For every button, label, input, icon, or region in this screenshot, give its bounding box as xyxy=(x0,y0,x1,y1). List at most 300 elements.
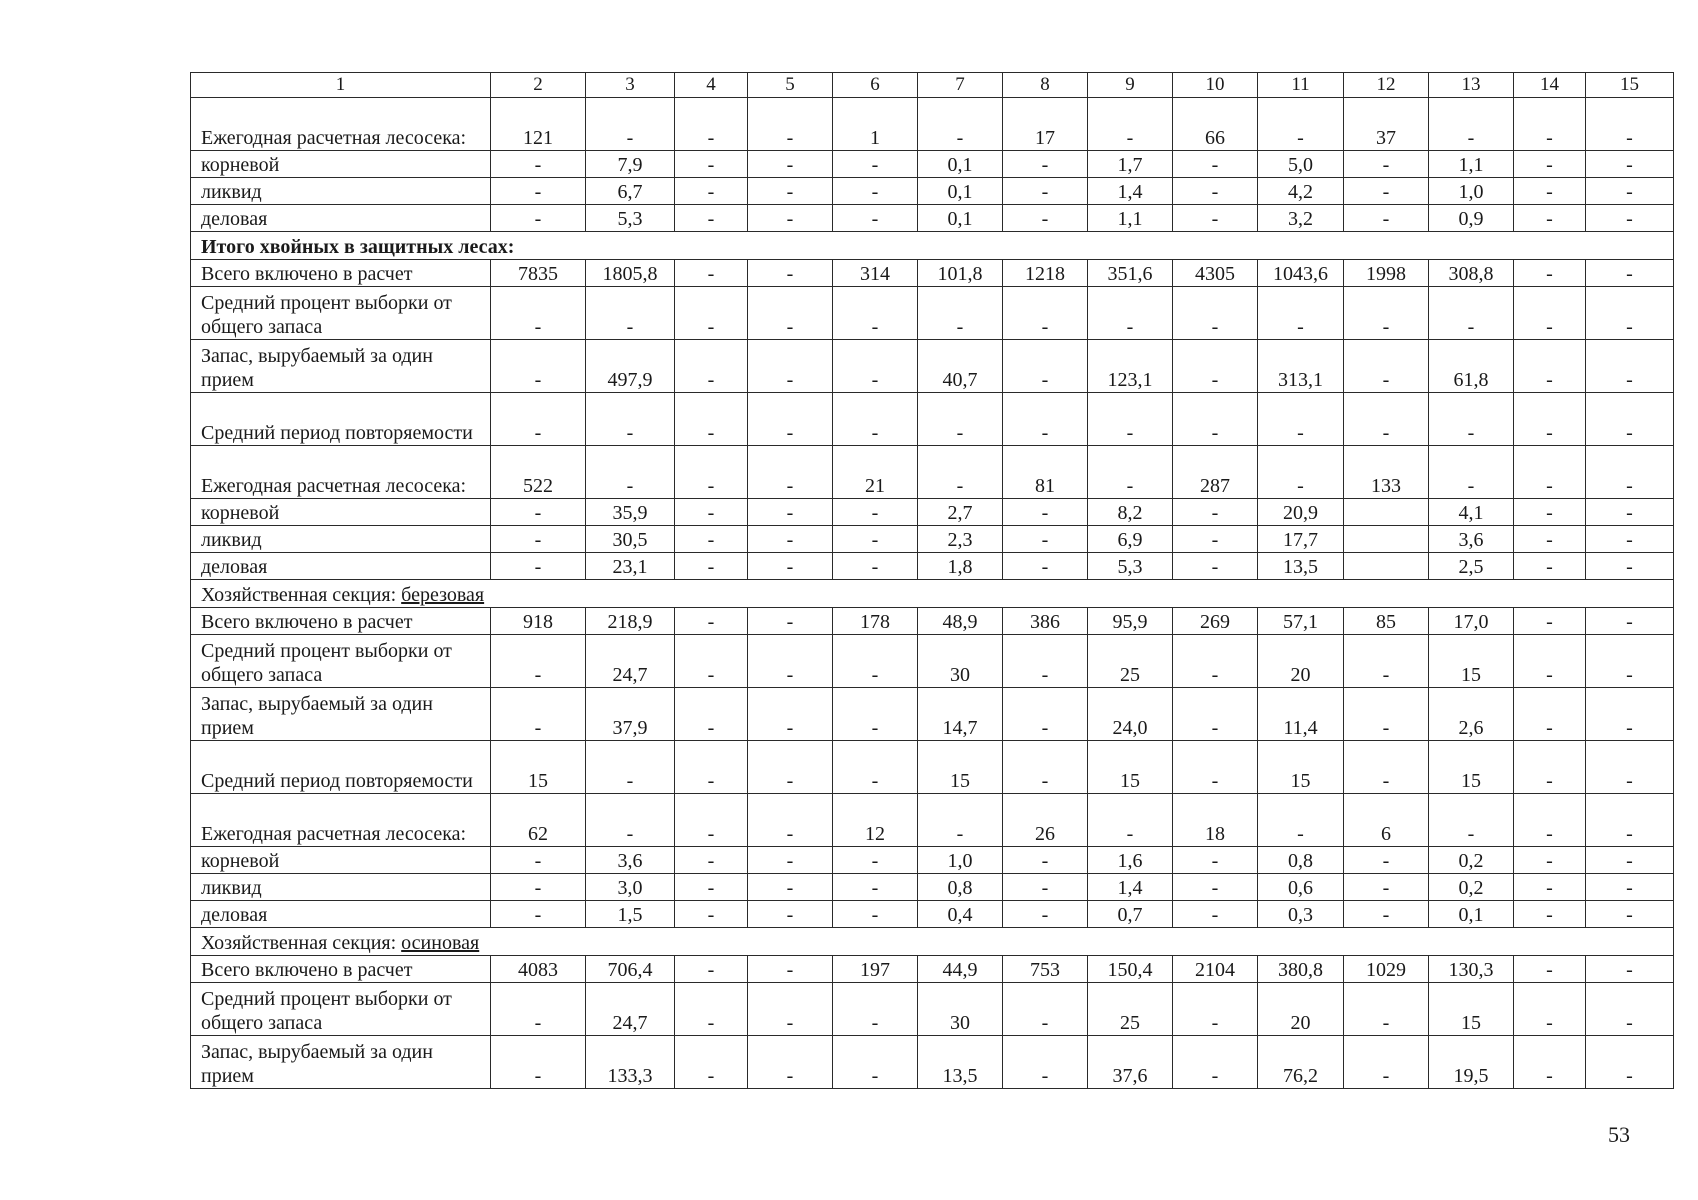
table-cell: - xyxy=(748,874,833,901)
table-cell: - xyxy=(1586,741,1674,794)
table-cell: 15 xyxy=(1258,741,1344,794)
table-row xyxy=(191,340,1674,393)
table-cell: 15 xyxy=(918,741,1003,794)
table-cell: - xyxy=(1003,901,1088,928)
table-cell: - xyxy=(748,178,833,205)
table-cell: - xyxy=(1088,794,1173,847)
table-cell: - xyxy=(918,393,1003,446)
table-cell: - xyxy=(1514,151,1586,178)
table-cell: - xyxy=(1003,983,1088,1036)
table-cell: - xyxy=(675,874,748,901)
table-cell: - xyxy=(1514,205,1586,232)
table-cell: 44,9 xyxy=(918,956,1003,983)
table-cell: - xyxy=(491,1036,586,1089)
table-cell: - xyxy=(1003,688,1088,741)
table-cell: - xyxy=(1586,901,1674,928)
table-cell: 8,2 xyxy=(1088,499,1173,526)
column-number: 14 xyxy=(1514,73,1586,98)
table-cell: 269 xyxy=(1173,608,1258,635)
table-cell: - xyxy=(1514,688,1586,741)
table-cell: - xyxy=(1344,393,1429,446)
table-cell: - xyxy=(1173,553,1258,580)
table-cell: 5,0 xyxy=(1258,151,1344,178)
row-label: деловая xyxy=(191,205,491,232)
table-cell: 2,5 xyxy=(1429,553,1514,580)
table-cell: 1998 xyxy=(1344,260,1429,287)
table-cell: - xyxy=(1586,847,1674,874)
table-row xyxy=(191,260,1674,287)
table-cell: - xyxy=(675,446,748,499)
table-cell: - xyxy=(491,635,586,688)
table-cell: 3,2 xyxy=(1258,205,1344,232)
table-cell: - xyxy=(1173,874,1258,901)
table-cell: - xyxy=(833,393,918,446)
table-cell: 150,4 xyxy=(1088,956,1173,983)
table-cell: - xyxy=(675,178,748,205)
row-label: Запас, вырубаемый за один прием xyxy=(191,340,491,393)
table-cell: - xyxy=(748,608,833,635)
table-cell: 0,8 xyxy=(1258,847,1344,874)
table-cell: 308,8 xyxy=(1429,260,1514,287)
table-cell: 0,3 xyxy=(1258,901,1344,928)
table-row xyxy=(191,983,1674,1036)
section-heading xyxy=(191,232,1674,260)
table-cell: - xyxy=(748,983,833,1036)
table-cell: - xyxy=(748,635,833,688)
table-cell: 522 xyxy=(491,446,586,499)
table-cell: - xyxy=(1003,1036,1088,1089)
table-cell: - xyxy=(586,741,675,794)
table-cell: - xyxy=(1003,205,1088,232)
table-cell: 0,2 xyxy=(1429,874,1514,901)
table-cell: 37,6 xyxy=(1088,1036,1173,1089)
table-cell: - xyxy=(833,287,918,340)
table-cell: 30 xyxy=(918,983,1003,1036)
table-cell: - xyxy=(748,260,833,287)
table-cell: 20 xyxy=(1258,635,1344,688)
table-cell: - xyxy=(833,499,918,526)
row-label: Всего включено в расчет xyxy=(191,608,491,635)
table-cell: 101,8 xyxy=(918,260,1003,287)
column-number: 2 xyxy=(491,73,586,98)
table-cell: - xyxy=(1586,874,1674,901)
table-cell: - xyxy=(748,526,833,553)
table-cell: - xyxy=(1429,287,1514,340)
row-label: Средний период повторяемости xyxy=(191,741,491,794)
table-row xyxy=(191,608,1674,635)
table-cell: - xyxy=(918,794,1003,847)
table-cell: - xyxy=(491,901,586,928)
table-cell: 6,7 xyxy=(586,178,675,205)
table-cell: - xyxy=(491,393,586,446)
table-cell: 753 xyxy=(1003,956,1088,983)
table-cell: 11,4 xyxy=(1258,688,1344,741)
table-cell: 123,1 xyxy=(1088,340,1173,393)
table-cell: - xyxy=(1088,393,1173,446)
row-label: Ежегодная расчетная лесосека: xyxy=(191,794,491,847)
table-cell: 24,0 xyxy=(1088,688,1173,741)
table-cell: - xyxy=(1003,553,1088,580)
table-cell: 197 xyxy=(833,956,918,983)
table-cell: - xyxy=(1514,608,1586,635)
table-cell: 386 xyxy=(1003,608,1088,635)
table-cell: - xyxy=(1003,340,1088,393)
table-cell: 1,4 xyxy=(1088,874,1173,901)
table-cell: - xyxy=(1514,287,1586,340)
table-cell: 23,1 xyxy=(586,553,675,580)
table-cell: - xyxy=(675,553,748,580)
table-cell: - xyxy=(1173,393,1258,446)
table-cell: 2104 xyxy=(1173,956,1258,983)
table-cell: - xyxy=(1586,608,1674,635)
table-cell: - xyxy=(748,98,833,151)
table-cell: 4305 xyxy=(1173,260,1258,287)
table-cell: - xyxy=(1514,178,1586,205)
table-cell: 37,9 xyxy=(586,688,675,741)
table-cell: - xyxy=(491,151,586,178)
column-number: 4 xyxy=(675,73,748,98)
table-cell: - xyxy=(1003,178,1088,205)
table-cell: - xyxy=(1003,287,1088,340)
table-cell: - xyxy=(1514,499,1586,526)
table-cell: 95,9 xyxy=(1088,608,1173,635)
table-row xyxy=(191,151,1674,178)
table-cell: 218,9 xyxy=(586,608,675,635)
table-cell: 0,1 xyxy=(918,205,1003,232)
table-cell: - xyxy=(675,98,748,151)
column-number: 12 xyxy=(1344,73,1429,98)
table-cell: 6,9 xyxy=(1088,526,1173,553)
table-cell: - xyxy=(491,847,586,874)
table-cell: - xyxy=(833,340,918,393)
table-cell: - xyxy=(833,983,918,1036)
table-cell: 15 xyxy=(1429,635,1514,688)
table-cell: - xyxy=(1429,98,1514,151)
section-heading-row xyxy=(191,580,1674,608)
table-cell: 314 xyxy=(833,260,918,287)
table-cell: 15 xyxy=(1429,741,1514,794)
table-cell: - xyxy=(586,794,675,847)
table-cell: - xyxy=(748,741,833,794)
table-cell: - xyxy=(1514,794,1586,847)
table-cell: 3,0 xyxy=(586,874,675,901)
table-cell: 0,4 xyxy=(918,901,1003,928)
table-cell: - xyxy=(1173,1036,1258,1089)
table-cell: - xyxy=(1514,983,1586,1036)
table-cell: - xyxy=(1586,178,1674,205)
table-cell: - xyxy=(1586,260,1674,287)
table-cell: - xyxy=(675,741,748,794)
table-cell: - xyxy=(748,499,833,526)
table-cell: 3,6 xyxy=(586,847,675,874)
table-cell: - xyxy=(1173,178,1258,205)
table-cell: - xyxy=(748,956,833,983)
table-cell: - xyxy=(1514,393,1586,446)
table-cell xyxy=(1344,553,1429,580)
table-cell: - xyxy=(1586,688,1674,741)
table-cell: - xyxy=(1586,526,1674,553)
table-cell: 0,1 xyxy=(918,178,1003,205)
table-cell: 918 xyxy=(491,608,586,635)
table-cell: - xyxy=(491,874,586,901)
column-number: 13 xyxy=(1429,73,1514,98)
table-cell: - xyxy=(675,260,748,287)
table-cell: - xyxy=(1173,741,1258,794)
row-label: Запас, вырубаемый за один прием xyxy=(191,688,491,741)
table-cell: - xyxy=(491,340,586,393)
table-cell: 133,3 xyxy=(586,1036,675,1089)
table-cell: - xyxy=(748,553,833,580)
table-cell: 7835 xyxy=(491,260,586,287)
table-row xyxy=(191,688,1674,741)
table-cell: 81 xyxy=(1003,446,1088,499)
table-cell: 26 xyxy=(1003,794,1088,847)
table-cell: 1043,6 xyxy=(1258,260,1344,287)
table-cell: 0,9 xyxy=(1429,205,1514,232)
table-cell: 2,7 xyxy=(918,499,1003,526)
table-cell: - xyxy=(833,178,918,205)
row-label: ликвид xyxy=(191,178,491,205)
table-cell: - xyxy=(833,874,918,901)
column-number: 11 xyxy=(1258,73,1344,98)
table-cell: - xyxy=(1173,499,1258,526)
table-cell: - xyxy=(748,1036,833,1089)
section-heading-row xyxy=(191,232,1674,260)
row-label: Средний процент выборки от общего запаса xyxy=(191,635,491,688)
table-cell: - xyxy=(1586,1036,1674,1089)
table-row xyxy=(191,178,1674,205)
table-cell: 3,6 xyxy=(1429,526,1514,553)
table-cell: 61,8 xyxy=(1429,340,1514,393)
table-cell: - xyxy=(675,287,748,340)
table-cell: 30,5 xyxy=(586,526,675,553)
table-cell: 4083 xyxy=(491,956,586,983)
table-cell: 380,8 xyxy=(1258,956,1344,983)
section-heading-row xyxy=(191,928,1674,956)
table-cell: - xyxy=(491,526,586,553)
table-cell: 1,1 xyxy=(1088,205,1173,232)
table-cell: - xyxy=(833,1036,918,1089)
table-cell: - xyxy=(675,901,748,928)
table-cell: 14,7 xyxy=(918,688,1003,741)
table-row xyxy=(191,499,1674,526)
table-cell xyxy=(1344,526,1429,553)
table-cell: - xyxy=(1344,340,1429,393)
table-cell: 48,9 xyxy=(918,608,1003,635)
table-cell: 13,5 xyxy=(918,1036,1003,1089)
table-cell: 5,3 xyxy=(1088,553,1173,580)
section-name: осиновая xyxy=(401,932,480,954)
table-cell: - xyxy=(1429,446,1514,499)
table-row xyxy=(191,794,1674,847)
forest-data-table xyxy=(190,72,1674,1089)
table-cell: - xyxy=(675,526,748,553)
table-cell: - xyxy=(833,635,918,688)
column-number: 7 xyxy=(918,73,1003,98)
section-heading-text: Итого хвойных в защитных лесах: xyxy=(201,236,515,258)
table-cell: - xyxy=(491,499,586,526)
table-cell: 76,2 xyxy=(1258,1036,1344,1089)
table-cell: 2,6 xyxy=(1429,688,1514,741)
table-cell: - xyxy=(748,446,833,499)
table-cell: - xyxy=(1344,847,1429,874)
table-cell: - xyxy=(1003,635,1088,688)
table-cell: - xyxy=(1514,260,1586,287)
row-label: Ежегодная расчетная лесосека: xyxy=(191,98,491,151)
table-row xyxy=(191,847,1674,874)
table-cell: - xyxy=(1514,553,1586,580)
table-cell: - xyxy=(1173,847,1258,874)
table-cell: - xyxy=(748,688,833,741)
table-cell: - xyxy=(833,901,918,928)
table-cell: 5,3 xyxy=(586,205,675,232)
row-label: корневой xyxy=(191,847,491,874)
table-cell: - xyxy=(1344,741,1429,794)
table-cell: - xyxy=(1344,635,1429,688)
table-cell: 17,7 xyxy=(1258,526,1344,553)
column-number: 10 xyxy=(1173,73,1258,98)
table-cell: - xyxy=(1003,847,1088,874)
table-cell: - xyxy=(1173,205,1258,232)
table-cell: - xyxy=(1514,340,1586,393)
table-cell: - xyxy=(1344,983,1429,1036)
column-number: 5 xyxy=(748,73,833,98)
table-cell: - xyxy=(1344,205,1429,232)
row-label: деловая xyxy=(191,901,491,928)
row-label: деловая xyxy=(191,553,491,580)
section-heading xyxy=(191,928,1674,956)
table-cell: - xyxy=(833,741,918,794)
table-row xyxy=(191,526,1674,553)
table-cell: 13,5 xyxy=(1258,553,1344,580)
table-cell: - xyxy=(491,553,586,580)
table-cell: 24,7 xyxy=(586,983,675,1036)
table-cell: - xyxy=(918,446,1003,499)
table-row xyxy=(191,393,1674,446)
row-label: Средний процент выборки от общего запаса xyxy=(191,983,491,1036)
table-cell: 1,4 xyxy=(1088,178,1173,205)
table-cell: - xyxy=(833,526,918,553)
table-cell: 1,7 xyxy=(1088,151,1173,178)
column-number: 8 xyxy=(1003,73,1088,98)
page-number: 53 xyxy=(1608,1122,1630,1147)
table-cell: - xyxy=(1003,499,1088,526)
table-row xyxy=(191,553,1674,580)
row-label: Ежегодная расчетная лесосека: xyxy=(191,446,491,499)
table-cell: - xyxy=(1344,178,1429,205)
table-cell: 20,9 xyxy=(1258,499,1344,526)
table-cell: - xyxy=(1344,151,1429,178)
table-cell: 0,7 xyxy=(1088,901,1173,928)
table-cell: 313,1 xyxy=(1258,340,1344,393)
table-cell: 30 xyxy=(918,635,1003,688)
table-cell: - xyxy=(675,205,748,232)
column-number: 1 xyxy=(191,73,491,98)
table-cell: 35,9 xyxy=(586,499,675,526)
table-cell: - xyxy=(1586,287,1674,340)
table-cell: - xyxy=(1514,847,1586,874)
table-cell: - xyxy=(1514,635,1586,688)
column-number: 9 xyxy=(1088,73,1173,98)
table-cell: - xyxy=(1586,983,1674,1036)
table-cell: 15 xyxy=(491,741,586,794)
table-cell: - xyxy=(1586,151,1674,178)
table-cell: 6 xyxy=(1344,794,1429,847)
table-cell: - xyxy=(918,287,1003,340)
table-cell: - xyxy=(1514,956,1586,983)
table-cell: - xyxy=(675,983,748,1036)
row-label: Запас, вырубаемый за один прием xyxy=(191,1036,491,1089)
table-cell: - xyxy=(748,205,833,232)
table-cell: - xyxy=(1173,340,1258,393)
table-row xyxy=(191,874,1674,901)
table-cell: 19,5 xyxy=(1429,1036,1514,1089)
table-cell: 706,4 xyxy=(586,956,675,983)
table-cell: 1805,8 xyxy=(586,260,675,287)
column-number: 15 xyxy=(1586,73,1674,98)
table-cell: - xyxy=(1514,98,1586,151)
table-cell: 20 xyxy=(1258,983,1344,1036)
table-cell: 0,2 xyxy=(1429,847,1514,874)
table-cell: - xyxy=(675,847,748,874)
table-cell: 12 xyxy=(833,794,918,847)
table-cell: 1,8 xyxy=(918,553,1003,580)
row-label: корневой xyxy=(191,151,491,178)
column-number: 3 xyxy=(586,73,675,98)
table-cell: - xyxy=(675,608,748,635)
table-cell: 62 xyxy=(491,794,586,847)
table-cell: 2,3 xyxy=(918,526,1003,553)
table-cell: 1029 xyxy=(1344,956,1429,983)
table-cell: 1218 xyxy=(1003,260,1088,287)
table-cell: - xyxy=(1003,393,1088,446)
table-cell: - xyxy=(833,553,918,580)
table-cell: - xyxy=(748,794,833,847)
table-cell: - xyxy=(675,499,748,526)
table-cell: - xyxy=(1514,526,1586,553)
table-cell: 133 xyxy=(1344,446,1429,499)
table-cell: 0,1 xyxy=(1429,901,1514,928)
table-cell: - xyxy=(1344,688,1429,741)
table-cell: 1 xyxy=(833,98,918,151)
table-cell: 497,9 xyxy=(586,340,675,393)
row-label: Всего включено в расчет xyxy=(191,956,491,983)
column-number: 6 xyxy=(833,73,918,98)
table-cell: 40,7 xyxy=(918,340,1003,393)
row-label: Средний процент выборки от общего запаса xyxy=(191,287,491,340)
table-cell: - xyxy=(1344,287,1429,340)
table-cell: - xyxy=(1258,98,1344,151)
table-cell: - xyxy=(491,178,586,205)
table-cell: - xyxy=(1514,446,1586,499)
table-cell: - xyxy=(1003,874,1088,901)
table-cell: - xyxy=(1344,1036,1429,1089)
table-row xyxy=(191,98,1674,151)
section-name: березовая xyxy=(401,584,485,606)
table-cell: - xyxy=(1003,151,1088,178)
table-row xyxy=(191,956,1674,983)
table-cell: - xyxy=(1258,287,1344,340)
row-label: ликвид xyxy=(191,874,491,901)
table-cell: 25 xyxy=(1088,983,1173,1036)
table-cell: 0,1 xyxy=(918,151,1003,178)
table-cell: - xyxy=(491,688,586,741)
table-cell: 7,9 xyxy=(586,151,675,178)
table-cell: - xyxy=(1586,635,1674,688)
table-cell: - xyxy=(586,287,675,340)
table-cell: - xyxy=(1344,901,1429,928)
table-cell: - xyxy=(1173,983,1258,1036)
